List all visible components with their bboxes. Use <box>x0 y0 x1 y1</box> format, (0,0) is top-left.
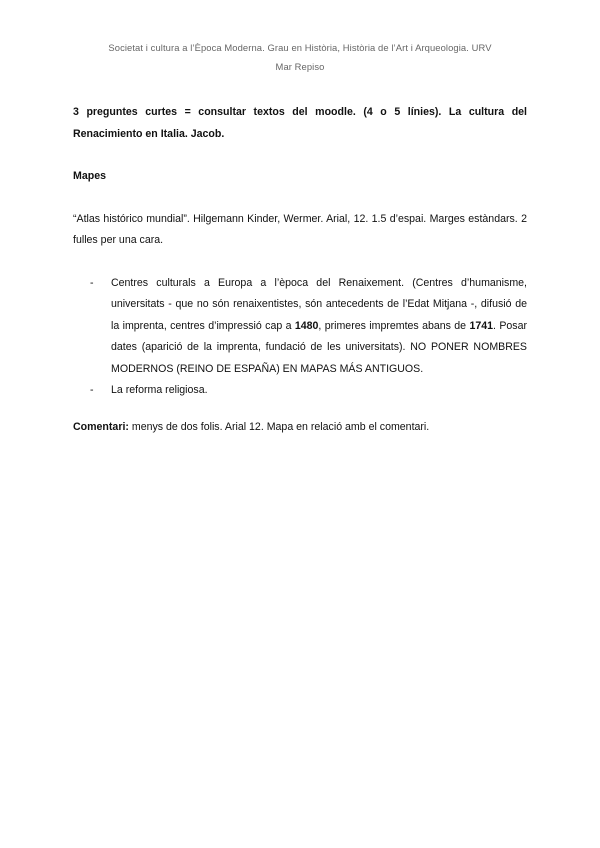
bullet-1-text-b: , primeres impremtes abans de <box>318 319 470 332</box>
commentary-label: Comentari: <box>73 420 129 433</box>
maps-heading: Mapes <box>73 170 106 182</box>
bullet-dash: - <box>90 276 94 289</box>
header-course-line: Societat i cultura a l’Època Moderna. Grau en Història, Història de l’Art i Arqueologia. URV <box>108 42 492 53</box>
bullet-1-year-1480: 1480 <box>294 319 319 332</box>
page-header <box>0 38 600 76</box>
list-item <box>73 380 527 402</box>
bullet-dash: - <box>90 384 94 396</box>
intro-paragraph: 3 preguntes curtes = consultar textos del moodle. (4 o 5 línies). La cultura del Renacimiento en Italia. Jacob. <box>73 106 527 140</box>
maps-bullet-list <box>73 273 527 402</box>
commentary-text: menys de dos folis. Arial 12. Mapa en relació amb el comentari. <box>128 420 430 433</box>
commentary-paragraph <box>73 417 527 439</box>
list-item <box>73 273 527 381</box>
bullet-2-text: La reforma religiosa. <box>111 384 208 396</box>
bullet-1-text-a: Centres culturals a Europa a l’època del Renaixement. (Centres d’humanisme, universitats - que no són renaixentistes, són antecedents de l’Edat Mitjana -, difusió de la imprenta, centres d’impressió cap a <box>111 276 527 332</box>
header-author: Mar Repiso <box>275 61 325 72</box>
atlas-note: “Atlas histórico mundial”. Hilgemann Kinder, Wermer. Arial, 12. 1.5 d’espai. Marges estàndars. 2 fulles per una cara. <box>73 212 527 246</box>
document-body <box>73 102 527 438</box>
bullet-1-year-1741: 1741 <box>469 319 494 332</box>
bullet-1-text-c: . Posar dates (aparició de la imprenta, fundació de les universitats). NO PONER NOMBRES MODERNOS (REINO DE ESPAÑA) EN MAPAS MÁS ANTIGUOS. <box>111 319 527 375</box>
